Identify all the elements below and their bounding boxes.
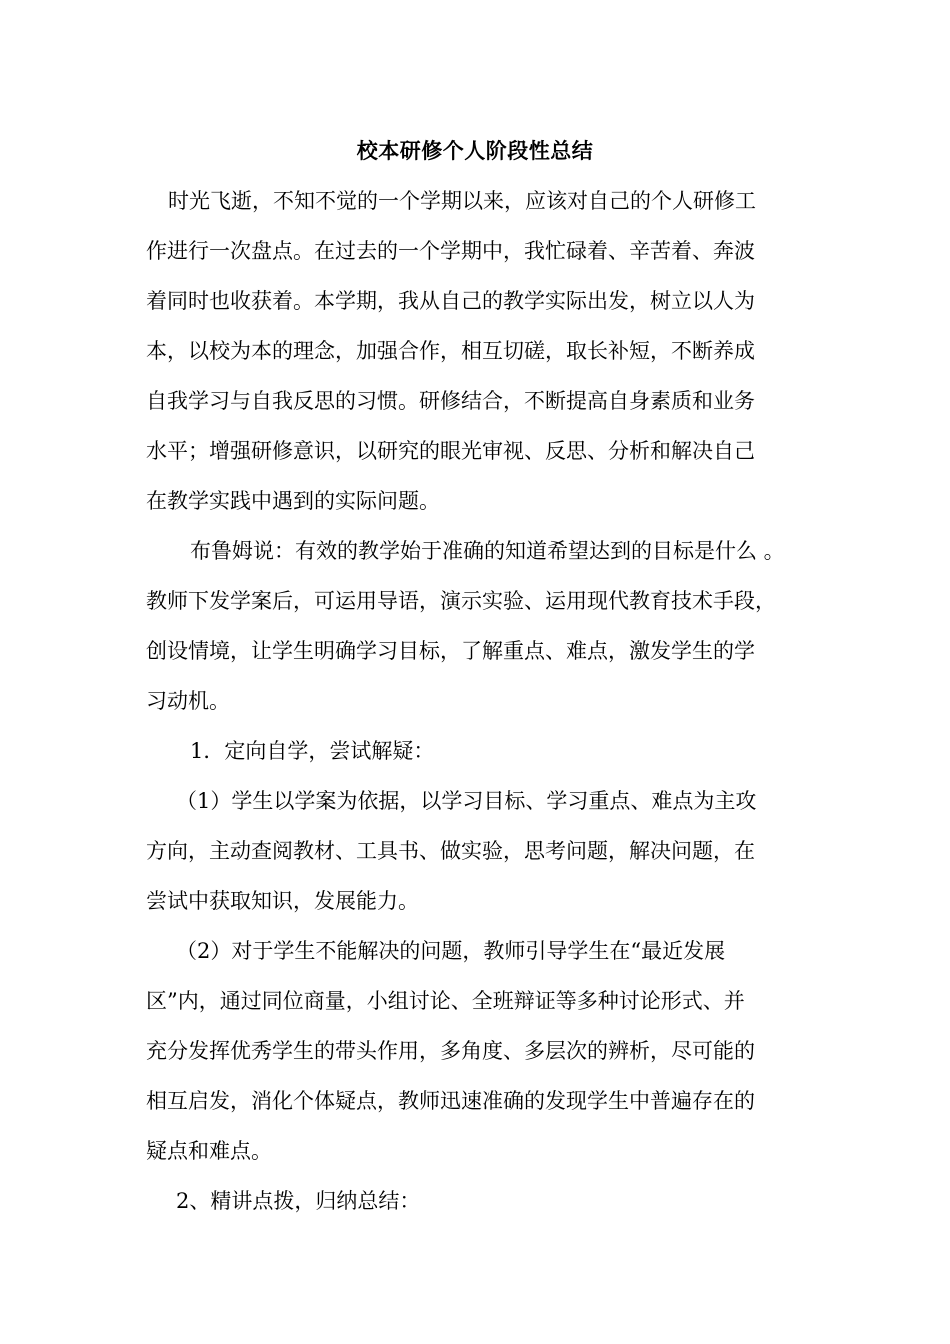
paragraph-line: （1）学生以学案为依据，以学习目标、学习重点、难点为主攻 <box>176 789 757 813</box>
paragraph-line: 作进行一次盘点。在过去的一个学期中，我忙碌着、辛苦着、奔波 <box>146 239 755 263</box>
paragraph-line: 水平；增强研修意识，以研究的眼光审视、反思、分析和解决自己 <box>146 439 755 463</box>
section-heading: 1．定向自学，尝试解疑： <box>190 739 435 763</box>
paragraph-line: 自我学习与自我反思的习惯。研修结合，不断提高自身素质和业务 <box>146 389 755 413</box>
paragraph-line: 本，以校为本的理念，加强合作，相互切磋，取长补短，不断养成 <box>146 339 755 363</box>
paragraph-line: 在教学实践中遇到的实际问题。 <box>146 489 440 513</box>
paragraph-line: 教师下发学案后，可运用导语，演示实验、运用现代教育技术手段， <box>146 589 776 613</box>
paragraph-line: 时光飞逝，不知不觉的一个学期以来，应该对自己的个人研修工 <box>168 189 756 213</box>
paragraph-line: （2）对于学生不能解决的问题，教师引导学生在“最近发展 <box>176 939 726 963</box>
section-heading: 2、精讲点拨，归纳总结： <box>176 1189 421 1213</box>
paragraph-line: 创设情境，让学生明确学习目标，了解重点、难点，激发学生的学 <box>146 639 755 663</box>
paragraph-line: 疑点和难点。 <box>146 1139 272 1163</box>
document-title: 校本研修个人阶段性总结 <box>356 139 594 163</box>
paragraph-line: 尝试中获取知识，发展能力。 <box>146 889 419 913</box>
paragraph-line: 区”内，通过同位商量，小组讨论、全班辩证等多种讨论形式、并 <box>146 989 745 1013</box>
paragraph-line: 相互启发，消化个体疑点，教师迅速准确的发现学生中普遍存在的 <box>146 1089 755 1113</box>
paragraph-line: 着同时也收获着。本学期，我从自己的教学实际出发，树立以人为 <box>146 289 755 313</box>
paragraph-line: 习动机。 <box>146 689 230 713</box>
paragraph-line: 充分发挥优秀学生的带头作用，多角度、多层次的辨析，尽可能的 <box>146 1039 755 1063</box>
paragraph-line: 方向，主动查阅教材、工具书、做实验，思考问题，解决问题，在 <box>146 839 755 863</box>
paragraph-line: 布鲁姆说：有效的教学始于准确的知道希望达到的目标是什么 。 <box>190 539 785 563</box>
